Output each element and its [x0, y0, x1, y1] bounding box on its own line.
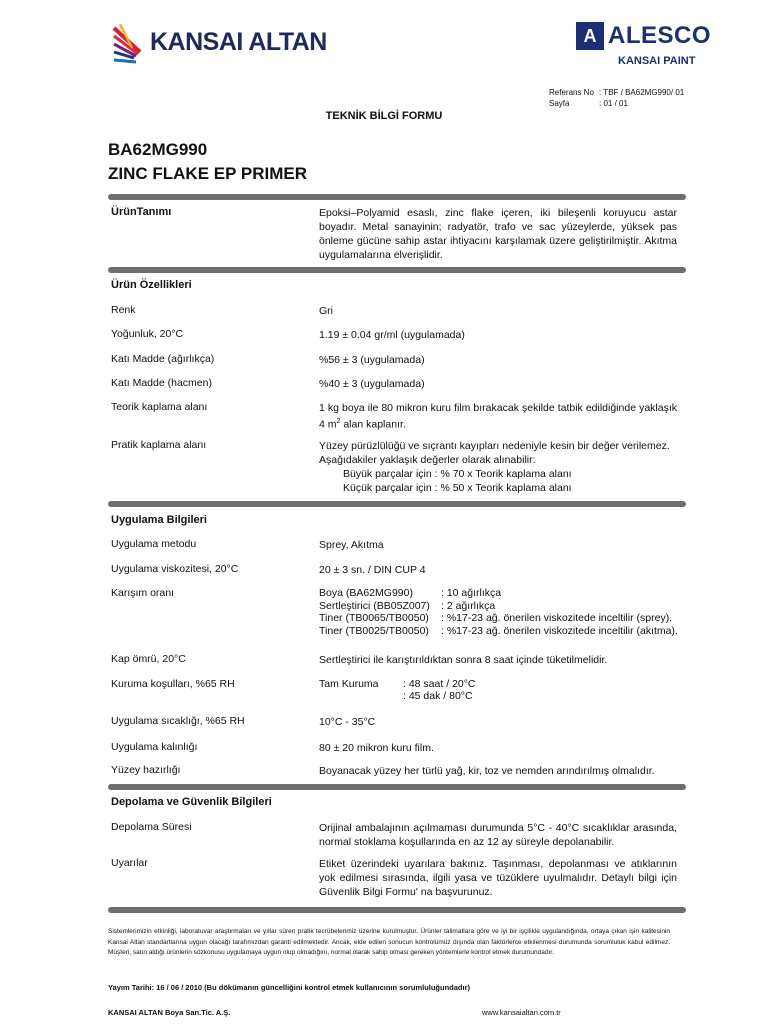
page-value: : 01 / 01 [599, 99, 628, 108]
divider [108, 267, 686, 273]
kalinlik-label: Uygulama kalınlığı [111, 741, 198, 753]
pratik-label: Pratik kaplama alanı [111, 439, 207, 451]
divider [108, 907, 686, 913]
kati-agirlik-value: %56 ± 3 (uygulamada) [319, 354, 425, 366]
karisim-name: Tiner (TB0025/TB0050) [319, 624, 429, 637]
company-name: KANSAI ALTAN [150, 28, 327, 56]
section-header-ozellikler: Ürün Özellikleri [111, 279, 192, 291]
yogunluk-value: 1.19 ± 0.04 gr/ml (uygulamada) [319, 329, 465, 341]
alesco-sub: KANSAI PAINT [618, 55, 696, 67]
alesco-mark-icon: A [576, 22, 604, 50]
renk-value: Gri [319, 305, 333, 317]
product-name: ZINC FLAKE EP PRIMER [108, 164, 307, 183]
kansai-altan-mark-icon [112, 22, 152, 68]
sicaklik-value: 10°C - 35°C [319, 716, 376, 728]
section-header-uygulama: Uygulama Bilgileri [111, 514, 207, 526]
kuruma-name: Tam Kuruma [319, 678, 379, 690]
divider [108, 194, 686, 200]
urun-tanimi-label: ÜrünTanımı [111, 206, 172, 218]
alesco-logo [574, 20, 714, 70]
kuruma-label: Kuruma koşulları, %65 RH [111, 678, 235, 690]
karisim-value: : 2 ağırlıkça [441, 599, 496, 612]
karisim-value: : %17-23 ağ. önerilen viskozitede inceltilir (sprey). [441, 612, 673, 624]
kuruma-v1: : 48 saat / 20°C [403, 678, 476, 690]
karisim-row [319, 600, 699, 613]
ref-label: Referans No [549, 88, 594, 97]
teorik-text-end: alan kaplanır. [340, 418, 406, 431]
section-header-depolama: Depolama ve Güvenlik Bilgileri [111, 796, 272, 808]
kuruma-row [319, 678, 677, 690]
kati-agirlik-label: Katı Madde (ağırlıkça) [111, 353, 215, 365]
karisim-table [319, 587, 699, 637]
divider [108, 501, 686, 507]
kap-omru-value: Sertleştirici ile karıştırıldıktan sonra 8 saat içinde tüketilmelidir. [319, 654, 608, 666]
page-label: Sayfa [549, 99, 570, 108]
product-code: BA62MG990 [108, 140, 208, 159]
karisim-label: Karışım oranı [111, 587, 175, 599]
urun-tanimi-text: Epoksi–Polyamid esaslı, zinc flake içeren, iki bileşenli koruyucu astar boyadır. Metal sanayinin; radyatör, trafo ve sac yüzeylerde, yüksek pas önleme gücüne sahip astar ihtiyacını karşılamak üzere geliştirilmiştir. Akıtma uygulamalarına elverişlidir. [319, 207, 677, 261]
teorik-sup: 2 [336, 418, 341, 425]
ref-value: : TBF / BA62MG990/ 01 [599, 88, 685, 97]
karisim-name: Sertleştirici (BB05Z007) [319, 599, 430, 612]
karisim-name: Boya (BA62MG990) [319, 587, 413, 599]
uyarilar-value: Etiket üzerindeki uyarılara bakınız. Taşınması, depolanması ve atıklarının yok edilmesi sırasında, ilgili yasa ve tüzüklere uyulmalıdır. Detaylı bilgi için Güvenlik Bilgi Formu' na başvurunuz. [319, 858, 677, 898]
kati-hacim-label: Katı Madde (hacmen) [111, 377, 212, 389]
disclaimer: Sistemlerimizin etkinliği, laboratuvar araştırmaları ve yıllar süren pratik tecrübelerimiz üzerine kurulmuştur. Ürünler talimatlara göre ve iyi bir işçilikle uygulandığında, ortaya çıkan işin kalitesinin Kansai Altan standartlarına uygun olacağı tarafımızdan garanti edilmektedir. Ancak, elde edilen sonucun kontrolümüz dışında olan faktörlerce etkilenmesi durumunda sorumluluk kabul edilmez. Müşteri, satın aldığı ürünlerin sözkonusu uygulamaya uygun olup olmadığını, normal olarak sahip olması gereken yöntemlerle kontrol etmek durumundadır. [108, 928, 670, 956]
yogunluk-label: Yoğunluk, 20°C [111, 328, 184, 340]
teorik-label: Teorik kaplama alanı [111, 401, 208, 413]
karisim-row [319, 612, 699, 625]
renk-label: Renk [111, 304, 136, 316]
teorik-text: 1 kg boya ile 80 mikron kuru film bırakacak şekilde tatbik edildiğinde yaklaşık 4 m [319, 402, 677, 431]
karisim-value: : %17-23 ağ. önerilen viskozitede inceltilir (akıtma). [441, 624, 678, 637]
depolama-sure-value: Orijinal ambalajının açılmaması durumunda 5°C - 40°C sıcaklıklar arasında, normal stoklama koşullarında en az 12 ay süreyle depolanabilir. [319, 822, 677, 848]
pratik-value [319, 439, 677, 495]
karisim-row [319, 625, 699, 638]
alesco-name: ALESCO [608, 22, 712, 49]
metod-label: Uygulama metodu [111, 538, 197, 550]
kansai-altan-logo [112, 22, 327, 72]
karisim-name: Tiner (TB0065/TB0050) [319, 612, 429, 624]
publish-date: Yayım Tarihi: 16 / 06 / 2010 (Bu dökümanın güncelliğini kontrol etmek kullanıcının sorumluluğundadır) [108, 983, 471, 992]
viskozite-value: 20 ± 3 sn. / DIN CUP 4 [319, 564, 426, 576]
depolama-sure-label: Depolama Süresi [111, 821, 192, 833]
pratik-line1: Büyük parçalar için : % 70 x Teorik kaplama alanı [343, 468, 572, 480]
metod-value: Sprey, Akıtma [319, 539, 384, 551]
viskozite-label: Uygulama viskozitesi, 20°C [111, 563, 239, 575]
divider [108, 784, 686, 790]
karisim-value: : 10 ağırlıkça [441, 587, 502, 599]
uyarilar-label: Uyarılar [111, 857, 148, 869]
pratik-text: Yüzey pürüzlülüğü ve sıçrantı kayıpları nedeniyle kesin bir değer verilemez. Aşağıdakiler yaklaşık değerler olarak alınabilir: [319, 440, 670, 466]
website-link[interactable]: www.kansaialtan.com.tr [482, 1008, 561, 1017]
kap-omru-label: Kap ömrü, 20°C [111, 653, 186, 665]
product-title [108, 138, 307, 186]
kuruma-row [319, 690, 677, 702]
yuzey-label: Yüzey hazırlığı [111, 764, 181, 776]
teorik-value [319, 401, 677, 432]
sicaklik-label: Uygulama sıcaklığı, %65 RH [111, 715, 245, 727]
pratik-line2: Küçük parçalar için : % 50 x Teorik kaplama alanı [343, 482, 572, 494]
reference-block [549, 87, 684, 109]
karisim-row [319, 587, 699, 600]
kuruma-value [319, 678, 677, 702]
kati-hacim-value: %40 ± 3 (uygulamada) [319, 378, 425, 390]
kuruma-v2: : 45 dak / 80°C [403, 690, 473, 702]
yuzey-value: Boyanacak yüzey her türlü yağ, kir, toz ve nemden arındırılmış olmalıdır. [319, 765, 655, 777]
kalinlik-value: 80 ± 20 mikron kuru film. [319, 742, 434, 754]
form-title: TEKNİK BİLGİ FORMU [325, 110, 443, 122]
company-line: KANSAI ALTAN Boya San.Tic. A.Ş. [108, 1008, 231, 1017]
